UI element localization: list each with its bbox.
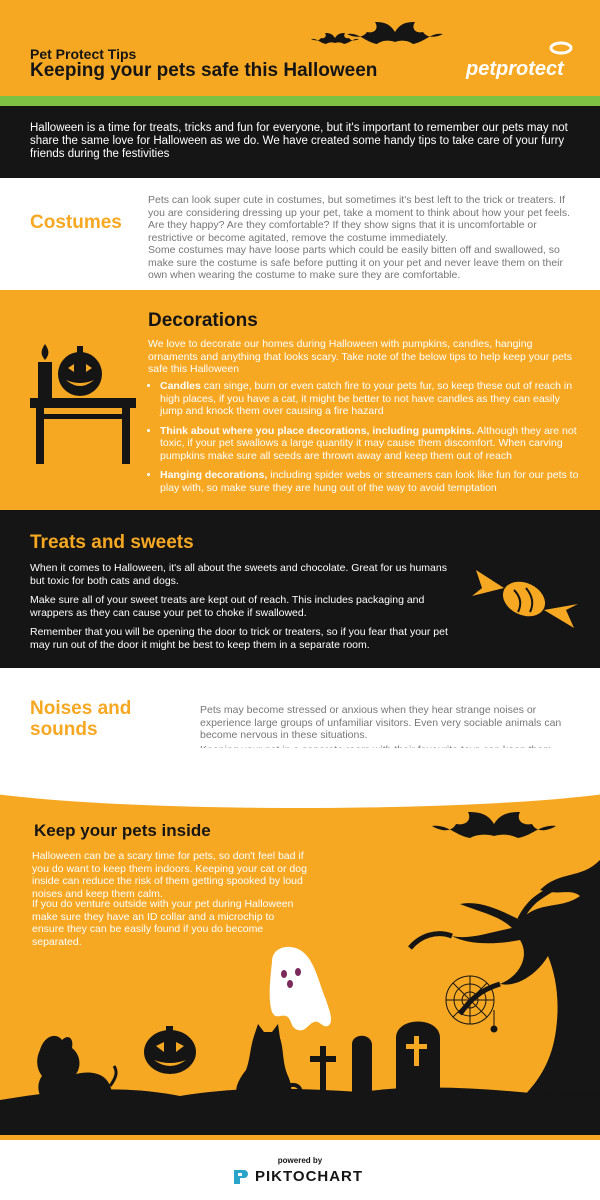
treats-title: Treats and sweets [30,532,194,553]
cat-icon [236,1024,300,1100]
decorations-section [0,290,600,510]
noises-paragraph-1: Pets may become stressed or anxious when they hear strange noises or experience large groups of unfamiliar visitors. Even very sociable animals can become nervous in these situations. [200,704,562,741]
dog-icon [37,1036,116,1100]
treats-paragraph-1: When it comes to Halloween, it's all about the sweets and chocolate. Great for us humans but toxic for both cats and dogs. [30,562,447,587]
costumes-title: Costumes [30,212,122,233]
ghost-icon [270,947,331,1030]
footer [0,1140,600,1200]
noises-title: Noises and sounds [30,698,132,740]
logo-swoosh-icon [548,40,574,56]
inside-title: Keep your pets inside [34,821,211,840]
costumes-paragraph-2: Some costumes may have loose parts which could be easily bitten off and swallowed, so make sure the costume is safe before putting it on your pet and never leave them on their own when wearing the costume to make sure they are comfortable. [148,244,563,281]
treats-section [0,510,600,668]
section-curve [0,748,600,808]
pumpkin-icon [58,346,102,396]
piktochart-brand: PIKTOCHART [255,1168,364,1185]
intro-text: Halloween is a time for treats, tricks and fun for everyone, but it's important to remember our pets may not share the same love for Halloween as we do. We have created some handy tips to take care of your furry friends during the festivities [30,122,568,160]
piktochart-logo-icon [232,1168,250,1186]
table-icon [30,398,136,464]
candy-icon [468,566,580,632]
inside-paragraph-2: If you do venture outside with your pet during Halloween make sure they have an ID collar and a microchip to ensure they can be easily found if you do become separated. [32,898,294,948]
header-kicker: Pet Protect Tips [30,46,137,62]
costumes-section [0,178,600,290]
powered-by-label: powered by [277,1156,323,1165]
candle-pumpkin-table-illustration [28,340,140,470]
header-band [0,0,600,96]
intro-section [0,106,600,178]
list-item: • Hanging decorations, including spider webs or streamers can look like fun for our pets to play with, so make sure they are hung out of the way to avoid temptation [160,469,585,494]
decorations-title: Decorations [148,310,258,331]
page-title: Keeping your pets safe this Halloween [30,60,378,81]
list-item: • Think about where you place decorations, including pumpkins. Although they are not toxic, if your pet swallows a large quantity it may cause them discomfort. When carving pumpkins make sure all seeds are thrown away and keep them out of reach [160,425,585,463]
inside-paragraph-1: Halloween can be a scary time for pets, so don't feel bad if you do want to keep them indoors. Keeping your cat or dog inside can reduce the risk of them getting spooked by loud noises and keep them calm. [32,850,307,900]
treats-paragraph-3: Remember that you will be opening the door to trick or treaters, so if you fear that your pet may run out of the door it might be best to keep them in a separate room. [30,626,448,651]
treats-paragraph-2: Make sure all of your sweet treats are kept out of reach. This includes packaging and wrappers as they can cause your pet to choke if swallowed. [30,594,425,619]
decorations-intro: We love to decorate our homes during Halloween with pumpkins, candles, hanging ornaments and anything that looks scary. Take note of the below tips to help keep your pets safe this Halloween [148,338,572,375]
costumes-paragraph-1: Pets can look super cute in costumes, but sometimes it's best left to the trick or treaters. If you are considering dressing up your pet, take a moment to think about how your pet feels. Are they happy? Are they comfortable? If they show signs that it is uncomfortable or restrictive or become agitated, remove the costume immediately. [148,194,570,244]
candle-icon [38,344,52,398]
bat-icon [310,28,360,48]
green-divider [0,96,600,106]
bat-icon [345,12,445,52]
pumpkin-icon [144,1026,196,1074]
tombstone-icon [310,1022,440,1101]
petprotect-logo: petprotect [466,58,564,80]
halloween-scene-illustration [0,800,600,1135]
bat-icon [432,812,556,838]
spider-web-icon [446,976,497,1032]
decorations-list [144,380,585,501]
list-item: • Candles can singe, burn or even catch fire to your pets fur, so keep these out of reach in high places, if you have a cat, it might be better to not have candles as they can easily jump and knock them over causing a fire hazard [160,380,585,418]
